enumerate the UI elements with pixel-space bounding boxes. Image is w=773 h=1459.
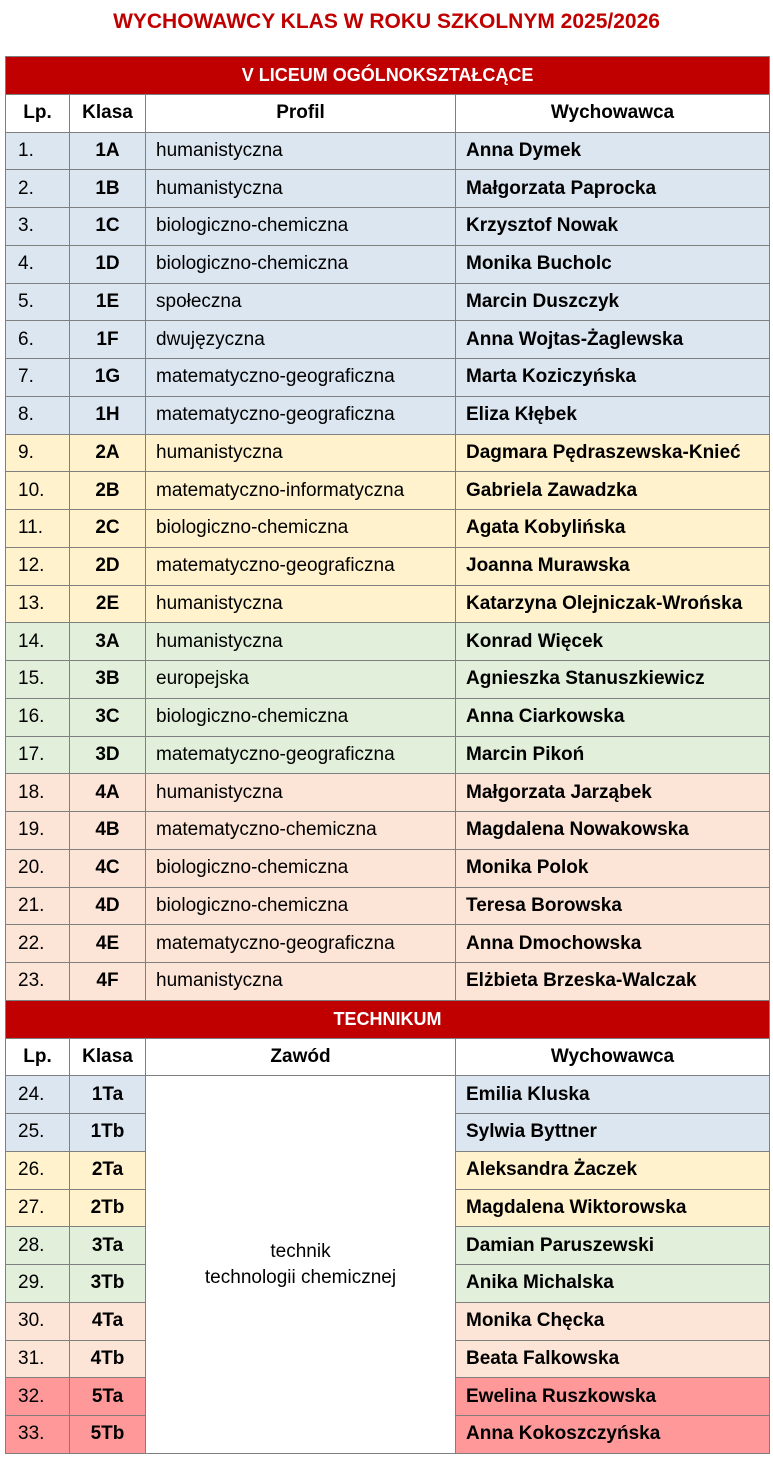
table-row — [6, 472, 770, 510]
row-lp: 2. — [6, 170, 70, 208]
row-klasa: 1Tb — [70, 1114, 146, 1152]
row-klasa: 2B — [70, 472, 146, 510]
row-profil: biologiczno-chemiczna — [146, 245, 456, 283]
table-row — [6, 170, 770, 208]
table-row — [6, 245, 770, 283]
row-wychowawca: Sylwia Byttner — [456, 1114, 770, 1152]
row-wychowawca: Aleksandra Żaczek — [456, 1151, 770, 1189]
col-wychowawca-header: Wychowawca — [456, 94, 770, 132]
row-profil: biologiczno-chemiczna — [146, 849, 456, 887]
row-wychowawca: Marcin Pikoń — [456, 736, 770, 774]
row-wychowawca: Dagmara Pędraszewska-Knieć — [456, 434, 770, 472]
tech-heading: TECHNIKUM — [6, 1000, 770, 1038]
row-klasa: 2C — [70, 510, 146, 548]
row-wychowawca: Anna Kokoszczyńska — [456, 1416, 770, 1454]
row-wychowawca: Monika Chęcka — [456, 1302, 770, 1340]
row-lp: 19. — [6, 812, 70, 850]
lo-column-headers — [6, 94, 770, 132]
table-row — [6, 736, 770, 774]
table-row — [6, 321, 770, 359]
row-profil: humanistyczna — [146, 963, 456, 1001]
row-lp: 15. — [6, 661, 70, 699]
table-row — [6, 661, 770, 699]
row-lp: 7. — [6, 359, 70, 397]
col-klasa-header: Klasa — [70, 1038, 146, 1076]
row-profil: matematyczno-geograficzna — [146, 396, 456, 434]
row-profil: matematyczno-informatyczna — [146, 472, 456, 510]
row-wychowawca: Agnieszka Stanuszkiewicz — [456, 661, 770, 699]
row-klasa: 4Tb — [70, 1340, 146, 1378]
table-row — [6, 774, 770, 812]
row-lp: 3. — [6, 208, 70, 246]
row-wychowawca: Anna Wojtas-Żaglewska — [456, 321, 770, 359]
row-klasa: 4C — [70, 849, 146, 887]
row-klasa: 4D — [70, 887, 146, 925]
row-lp: 29. — [6, 1265, 70, 1303]
col-lp-header: Lp. — [6, 1038, 70, 1076]
row-wychowawca: Anna Dymek — [456, 132, 770, 170]
row-wychowawca: Krzysztof Nowak — [456, 208, 770, 246]
table-row — [6, 359, 770, 397]
zawod-cell — [146, 1076, 456, 1454]
table-row — [6, 698, 770, 736]
row-profil: dwujęzyczna — [146, 321, 456, 359]
table-row — [6, 132, 770, 170]
table-row — [6, 849, 770, 887]
row-profil: humanistyczna — [146, 434, 456, 472]
row-wychowawca: Anika Michalska — [456, 1265, 770, 1303]
row-wychowawca: Katarzyna Olejniczak-Wrońska — [456, 585, 770, 623]
row-lp: 8. — [6, 396, 70, 434]
row-wychowawca: Emilia Kluska — [456, 1076, 770, 1114]
row-klasa: 1H — [70, 396, 146, 434]
row-klasa: 4E — [70, 925, 146, 963]
table-row — [6, 963, 770, 1001]
row-lp: 1. — [6, 132, 70, 170]
row-lp: 4. — [6, 245, 70, 283]
row-wychowawca: Elżbieta Brzeska-Walczak — [456, 963, 770, 1001]
row-klasa: 3C — [70, 698, 146, 736]
table-row — [6, 925, 770, 963]
row-wychowawca: Beata Falkowska — [456, 1340, 770, 1378]
row-profil: humanistyczna — [146, 774, 456, 812]
table-row — [6, 887, 770, 925]
row-profil: humanistyczna — [146, 623, 456, 661]
row-lp: 26. — [6, 1151, 70, 1189]
row-profil: humanistyczna — [146, 585, 456, 623]
row-klasa: 2Ta — [70, 1151, 146, 1189]
row-klasa: 1B — [70, 170, 146, 208]
page-title: WYCHOWAWCY KLAS W ROKU SZKOLNYM 2025/2026 — [113, 10, 660, 33]
row-klasa: 3Tb — [70, 1265, 146, 1303]
table-row — [6, 434, 770, 472]
zawod-line-1: technik — [270, 1240, 331, 1262]
row-wychowawca: Joanna Murawska — [456, 547, 770, 585]
row-lp: 33. — [6, 1416, 70, 1454]
row-lp: 31. — [6, 1340, 70, 1378]
row-profil: biologiczno-chemiczna — [146, 208, 456, 246]
row-wychowawca: Marta Koziczyńska — [456, 359, 770, 397]
row-wychowawca: Konrad Więcek — [456, 623, 770, 661]
table-row — [6, 1076, 770, 1114]
row-lp: 6. — [6, 321, 70, 359]
row-lp: 9. — [6, 434, 70, 472]
row-lp: 18. — [6, 774, 70, 812]
row-wychowawca: Teresa Borowska — [456, 887, 770, 925]
row-klasa: 1C — [70, 208, 146, 246]
lo-section-header — [6, 57, 770, 95]
row-klasa: 2E — [70, 585, 146, 623]
row-wychowawca: Marcin Duszczyk — [456, 283, 770, 321]
row-profil: humanistyczna — [146, 170, 456, 208]
lo-heading: V LICEUM OGÓLNOKSZTAŁCĄCE — [6, 57, 770, 95]
row-wychowawca: Monika Bucholc — [456, 245, 770, 283]
class-teachers-table — [5, 56, 770, 1454]
row-lp: 14. — [6, 623, 70, 661]
row-klasa: 4F — [70, 963, 146, 1001]
row-klasa: 3D — [70, 736, 146, 774]
row-klasa: 1G — [70, 359, 146, 397]
col-klasa-header: Klasa — [70, 94, 146, 132]
row-lp: 16. — [6, 698, 70, 736]
col-zawod-header: Zawód — [146, 1038, 456, 1076]
table-row — [6, 547, 770, 585]
row-lp: 22. — [6, 925, 70, 963]
row-wychowawca: Monika Polok — [456, 849, 770, 887]
row-lp: 32. — [6, 1378, 70, 1416]
row-lp: 17. — [6, 736, 70, 774]
table-row — [6, 812, 770, 850]
row-klasa: 3B — [70, 661, 146, 699]
row-profil: matematyczno-geograficzna — [146, 925, 456, 963]
row-lp: 10. — [6, 472, 70, 510]
table-row — [6, 623, 770, 661]
row-lp: 27. — [6, 1189, 70, 1227]
table-row — [6, 585, 770, 623]
row-lp: 13. — [6, 585, 70, 623]
tech-section-header — [6, 1000, 770, 1038]
row-profil: matematyczno-geograficzna — [146, 736, 456, 774]
row-wychowawca: Eliza Kłębek — [456, 396, 770, 434]
row-klasa: 1D — [70, 245, 146, 283]
table-row — [6, 208, 770, 246]
row-lp: 11. — [6, 510, 70, 548]
row-lp: 20. — [6, 849, 70, 887]
row-klasa: 4Ta — [70, 1302, 146, 1340]
row-klasa: 2D — [70, 547, 146, 585]
table-row — [6, 396, 770, 434]
row-lp: 24. — [6, 1076, 70, 1114]
table-row — [6, 283, 770, 321]
row-lp: 30. — [6, 1302, 70, 1340]
row-klasa: 3Ta — [70, 1227, 146, 1265]
row-wychowawca: Agata Kobylińska — [456, 510, 770, 548]
row-wychowawca: Gabriela Zawadzka — [456, 472, 770, 510]
row-profil: matematyczno-chemiczna — [146, 812, 456, 850]
col-lp-header: Lp. — [6, 94, 70, 132]
row-profil: matematyczno-geograficzna — [146, 359, 456, 397]
row-wychowawca: Damian Paruszewski — [456, 1227, 770, 1265]
row-profil: biologiczno-chemiczna — [146, 698, 456, 736]
row-klasa: 5Ta — [70, 1378, 146, 1416]
row-lp: 5. — [6, 283, 70, 321]
zawod-line-2: technologii chemicznej — [204, 1266, 397, 1288]
row-profil: biologiczno-chemiczna — [146, 887, 456, 925]
row-klasa: 4B — [70, 812, 146, 850]
row-klasa: 3A — [70, 623, 146, 661]
row-klasa: 1A — [70, 132, 146, 170]
table-row — [6, 510, 770, 548]
row-profil: humanistyczna — [146, 132, 456, 170]
row-profil: społeczna — [146, 283, 456, 321]
row-profil: europejska — [146, 661, 456, 699]
row-lp: 21. — [6, 887, 70, 925]
row-wychowawca: Małgorzata Paprocka — [456, 170, 770, 208]
row-wychowawca: Małgorzata Jarząbek — [456, 774, 770, 812]
row-klasa: 2Tb — [70, 1189, 146, 1227]
col-wychowawca-header: Wychowawca — [456, 1038, 770, 1076]
row-klasa: 5Tb — [70, 1416, 146, 1454]
row-wychowawca: Anna Ciarkowska — [456, 698, 770, 736]
row-klasa: 1E — [70, 283, 146, 321]
row-lp: 28. — [6, 1227, 70, 1265]
row-klasa: 1Ta — [70, 1076, 146, 1114]
row-wychowawca: Anna Dmochowska — [456, 925, 770, 963]
row-klasa: 2A — [70, 434, 146, 472]
tech-column-headers — [6, 1038, 770, 1076]
row-klasa: 4A — [70, 774, 146, 812]
row-lp: 25. — [6, 1114, 70, 1152]
row-profil: matematyczno-geograficzna — [146, 547, 456, 585]
row-wychowawca: Ewelina Ruszkowska — [456, 1378, 770, 1416]
row-wychowawca: Magdalena Nowakowska — [456, 812, 770, 850]
row-klasa: 1F — [70, 321, 146, 359]
col-profil-header: Profil — [146, 94, 456, 132]
row-wychowawca: Magdalena Wiktorowska — [456, 1189, 770, 1227]
row-lp: 12. — [6, 547, 70, 585]
row-lp: 23. — [6, 963, 70, 1001]
row-profil: biologiczno-chemiczna — [146, 510, 456, 548]
